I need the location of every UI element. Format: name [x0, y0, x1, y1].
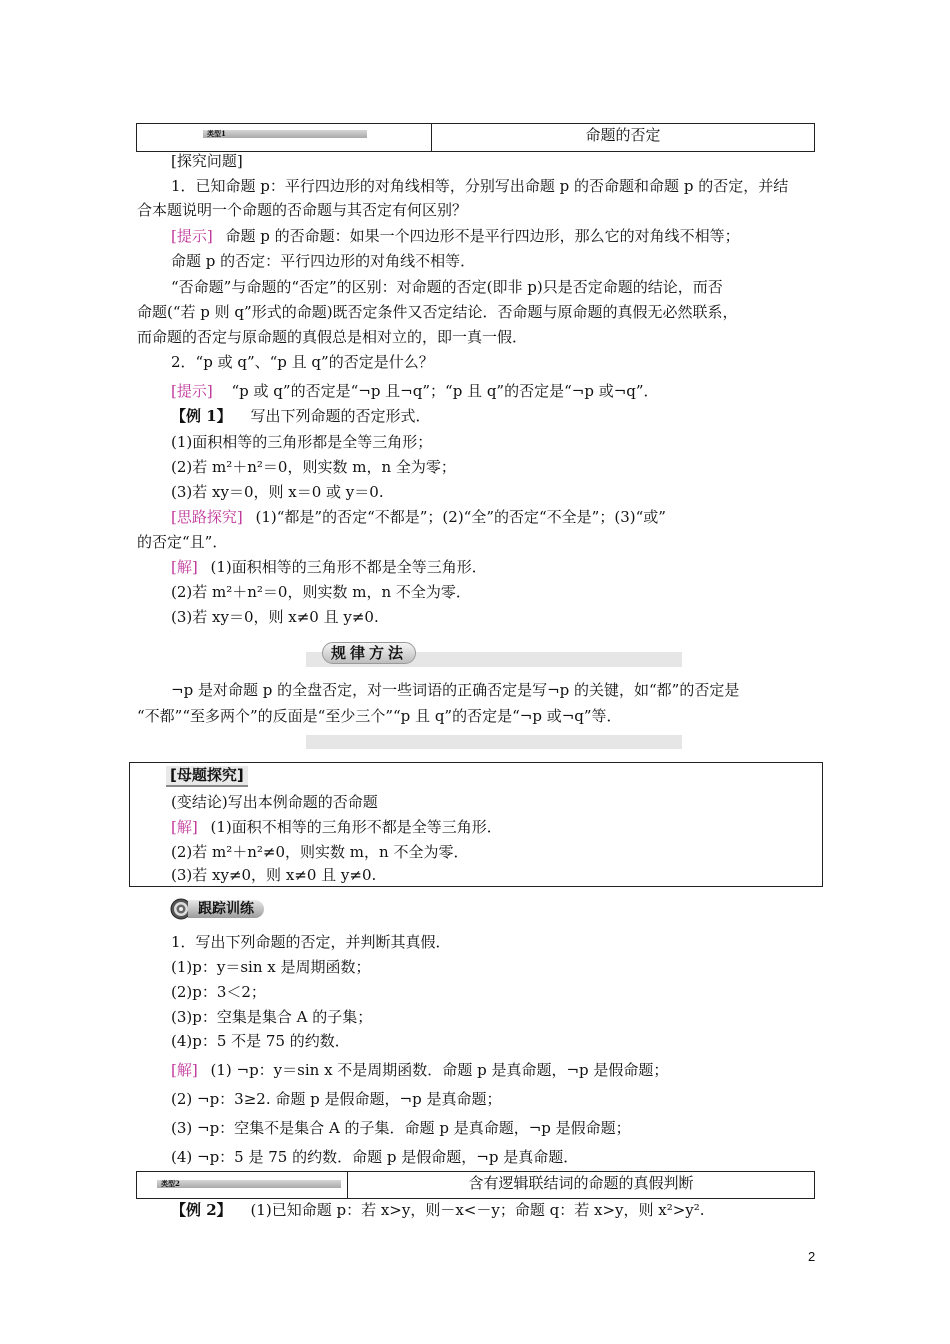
example-1-item-3: (3)若 xy＝0，则 x＝0 或 y＝0.: [171, 483, 384, 501]
section-header-left-cell: [137, 1172, 348, 1198]
mother-item-3: (3)若 xy≠0，则 x≠0 且 y≠0.: [171, 866, 377, 884]
follow-solution-tag: [解]: [171, 1061, 198, 1079]
solution-1-item-3: (3)若 xy＝0，则 x≠0 且 y≠0.: [171, 608, 379, 626]
question-1-line-1: 1．已知命题 p：平行四边形的对角线相等，分别写出命题 p 的否命题和命题 p 的否定，并结: [171, 177, 789, 195]
solution-tag: [解]: [171, 558, 198, 576]
type1-badge: 类型1: [203, 130, 367, 138]
question-2: 2．“p 或 q”、“p 且 q”的否定是什么？: [171, 353, 434, 371]
follow-answer-4: (4) ¬p：5 是 75 的约数．命题 p 是假命题，¬p 是真命题．: [171, 1148, 579, 1166]
hint-1-line-5: 而命题的否定与原命题的真假总是相对立的，即一真一假．: [137, 328, 528, 346]
example-1-heading: [171, 406, 430, 426]
follow-item-4: (4)p：5 不是 75 的约数．: [171, 1032, 350, 1050]
hint-1-line-2: 命题 p 的否定：平行四边形的对角线不相等．: [171, 252, 476, 270]
hint-1-text: 命题 p 的否命题：如果一个四边形不是平行四边形，那么它的对角线不相等；: [225, 227, 740, 245]
follow-question: 1．写出下列命题的否定，并判断其真假．: [171, 933, 451, 951]
type1-title: 命题的否定: [585, 126, 661, 144]
follow-item-1: (1)p：y＝sin x 是周期函数；: [171, 958, 371, 976]
mother-question-box: [129, 762, 823, 887]
hint-1-line-4: 命题(“若 p 则 q”形式的命题)既否定条件又否定结论．否命题与原命题的真假无必然联系，: [137, 303, 738, 321]
follow-training-label: [170, 898, 300, 920]
section-header-type2: [136, 1171, 815, 1199]
rule-label: 规律方法: [322, 642, 416, 664]
example-1-text: 写出下列命题的否定形式．: [250, 407, 431, 425]
example-1-item-2: (2)若 m²＋n²＝0，则实数 m，n 全为零；: [171, 458, 456, 476]
mother-intro: (变结论)写出本例命题的否命题: [171, 793, 378, 811]
section-header-left-cell: [137, 124, 432, 151]
mother-item-1: [171, 817, 502, 837]
hint-2: [171, 381, 659, 401]
rule-line-2: “不都”“至多两个”的反面是“至少三个”“p 且 q”的否定是“¬p 或¬q”等．: [137, 707, 622, 725]
hint-tag: [提示]: [171, 227, 213, 245]
section-header-type1: [136, 123, 815, 152]
rule-line-1: ¬p 是对命题 p 的全盘否定，对一些词语的正确否定是写¬p 的关键，如“都”的否定是: [171, 681, 740, 699]
explore-heading: [探究问题]: [171, 152, 243, 170]
example-1-item-1: (1)面积相等的三角形都是全等三角形；: [171, 433, 433, 451]
type2-badge: 类型2: [157, 1180, 341, 1188]
example-2-text: (1)已知命题 p：若 x>y，则－x<－y；命题 q：若 x>y，则 x²>y².: [250, 1201, 705, 1219]
thinking-line-2: 的否定“且”．: [137, 533, 228, 551]
example-2-tag: 【例 2】: [171, 1201, 232, 1219]
example-2-heading: [171, 1200, 705, 1220]
rule-bottom-bar: [306, 735, 682, 749]
follow-item-3: (3)p：空集是集合 A 的子集；: [171, 1008, 373, 1026]
solution-1-item-1: [171, 557, 487, 577]
example-1-tag: 【例 1】: [171, 407, 232, 425]
follow-answer-2: (2) ¬p：3≥2. 命题 p 是假命题，¬p 是真命题；: [171, 1090, 502, 1108]
thinking-text: (1)“都是”的否定“不都是”；(2)“全”的否定“不全是”；(3)“或”: [255, 508, 666, 526]
mother-solution-tag: [解]: [171, 818, 198, 836]
solution-1-text: (1)面积相等的三角形不都是全等三角形．: [210, 558, 487, 576]
thinking-line-1: [171, 507, 666, 527]
type2-title: 含有逻辑联结词的命题的真假判断: [468, 1174, 694, 1192]
thinking-tag: [思路探究]: [171, 508, 243, 526]
hint-1-line-1: [171, 226, 740, 246]
hint-tag: [提示]: [171, 382, 213, 400]
mother-item-2: (2)若 m²＋n²≠0，则实数 m，n 不全为零．: [171, 843, 469, 861]
hint-1-line-3: “否命题”与命题的“否定”的区别：对命题的否定(即非 p)只是否定命题的结论，而否: [171, 278, 723, 296]
follow-answer-1-text: (1) ¬p：y＝sin x 不是周期函数．命题 p 是真命题，¬p 是假命题；: [210, 1061, 669, 1079]
mother-question-label: [母题探究]: [166, 766, 248, 787]
follow-answer-1: [171, 1060, 668, 1080]
page-number: 2: [808, 1249, 816, 1264]
mother-item-1-text: (1)面积不相等的三角形不都是全等三角形．: [210, 818, 502, 836]
hint-2-text: “p 或 q”的否定是“¬p 且¬q”；“p 且 q”的否定是“¬p 或¬q”．: [231, 382, 659, 400]
follow-training-text: 跟踪训练: [188, 900, 264, 918]
follow-item-2: (2)p：3＜2；: [171, 983, 266, 1001]
question-1-line-2: 合本题说明一个命题的否命题与其否定有何区别？: [137, 201, 468, 219]
follow-answer-3: (3) ¬p：空集不是集合 A 的子集．命题 p 是真命题，¬p 是假命题；: [171, 1119, 631, 1137]
solution-1-item-2: (2)若 m²＋n²＝0，则实数 m，n 不全为零．: [171, 583, 471, 601]
